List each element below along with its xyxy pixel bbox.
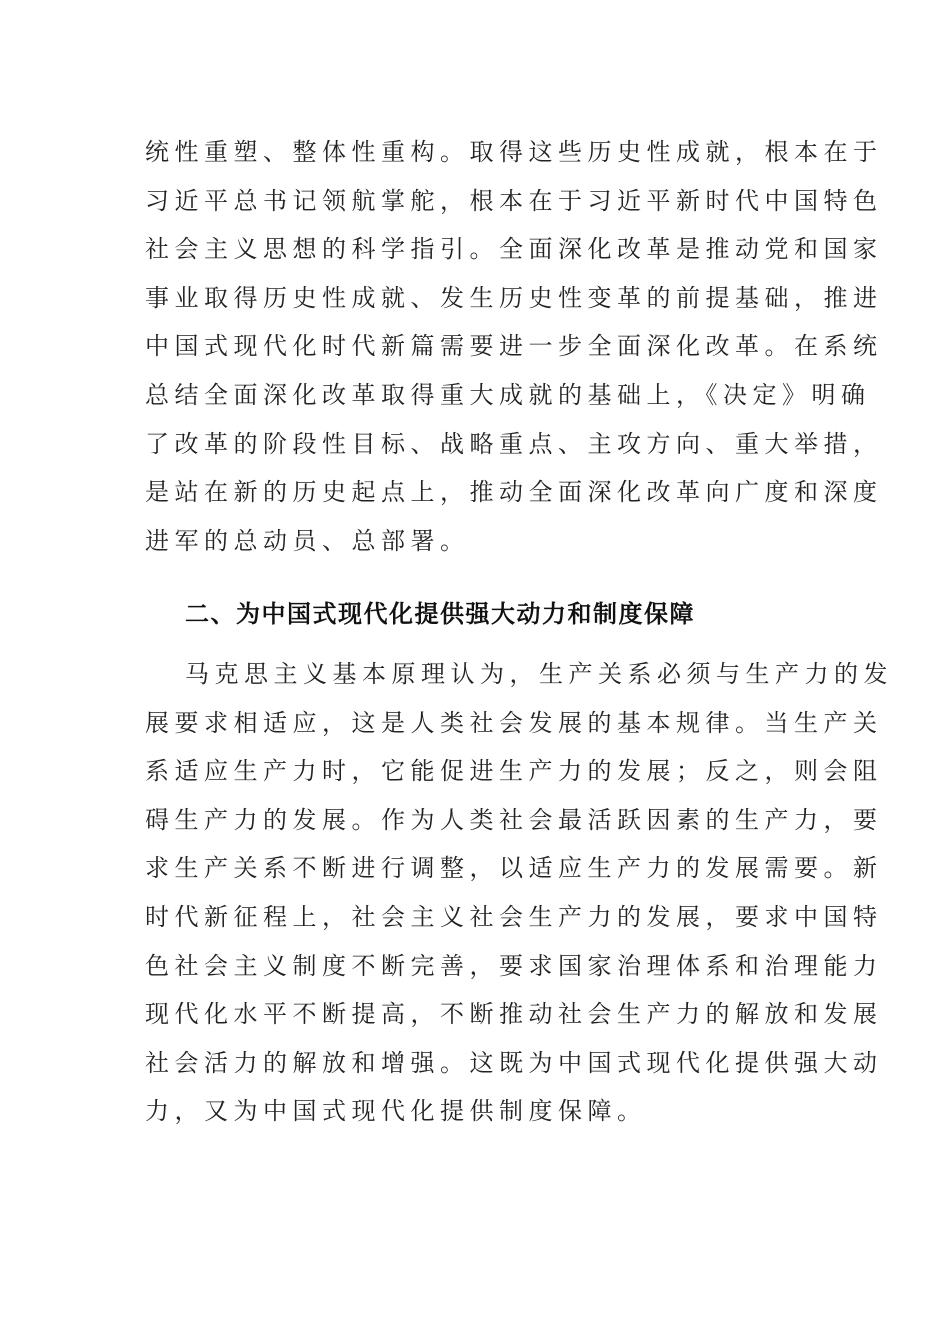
paragraph-1-line: 进军的总动员、总部署。 [145, 526, 470, 555]
paragraph-1-line: 是站在新的历史起点上，推动全面深化改革向广度和深度 [145, 478, 883, 507]
paragraph-1-line: 习近平总书记领航掌舵，根本在于习近平新时代中国特色 [145, 186, 883, 215]
paragraph-1-line: 统性重塑、整体性重构。取得这些历史性成就，根本在于 [145, 138, 883, 166]
paragraph-2-line: 求生产关系不断进行调整，以适应生产力的发展需要。新 [145, 854, 883, 883]
paragraph-2-line: 社会活力的解放和增强。这既为中国式现代化提供强大动 [145, 1048, 883, 1077]
paragraph-2-line: 系适应生产力时，它能促进生产力的发展；反之，则会阻 [145, 757, 883, 786]
paragraph-1-line: 中国式现代化时代新篇需要进一步全面深化改革。在系统 [145, 332, 883, 361]
paragraph-1 [145, 128, 883, 565]
paragraph-2-line: 展要求相适应，这是人类社会发展的基本规律。当生产关 [145, 708, 883, 737]
paragraph-2-line: 现代化水平不断提高，不断推动社会生产力的解放和发展 [145, 1000, 883, 1029]
paragraph-2-line: 力，又为中国式现代化提供制度保障。 [145, 1097, 647, 1126]
paragraph-2-line: 时代新征程上，社会主义社会生产力的发展，要求中国特 [145, 902, 883, 931]
paragraph-1-line: 总结全面深化改革取得重大成就的基础上，《决定》明确 [145, 380, 871, 409]
paragraph-1-line: 事业取得历史性成就、发生历史性变革的前提基础，推进 [145, 283, 883, 312]
paragraph-2 [145, 650, 893, 1136]
paragraph-1-line: 社会主义思想的科学指引。全面深化改革是推动党和国家 [145, 235, 883, 264]
section-heading: 二、为中国式现代化提供强大动力和制度保障 [185, 600, 695, 628]
paragraph-1-line: 了改革的阶段性目标、战略重点、主攻方向、重大举措， [145, 429, 883, 458]
paragraph-2-line: 碍生产力的发展。作为人类社会最活跃因素的生产力，要 [145, 805, 883, 834]
paragraph-2-line: 马克思主义基本原理认为，生产关系必须与生产力的发 [185, 660, 893, 688]
paragraph-2-line: 色社会主义制度不断完善，要求国家治理体系和治理能力 [145, 951, 883, 980]
